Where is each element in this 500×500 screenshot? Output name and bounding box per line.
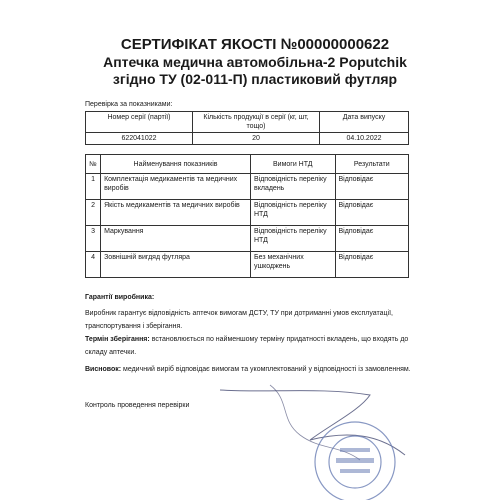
row-num: 1 (86, 174, 101, 200)
batch-header-row (86, 112, 409, 133)
official-stamp-icon (270, 400, 410, 500)
row-name: Зовнішній вигдяд футляра (101, 252, 251, 278)
row-result: Відповідає (335, 200, 408, 226)
row-num: 2 (86, 200, 101, 226)
header-name: Найменування показників (101, 155, 251, 174)
row-num: 3 (86, 226, 101, 252)
storage-block (85, 333, 417, 359)
table-row (86, 252, 409, 278)
header-result: Результати (335, 155, 408, 174)
header-num: № (86, 155, 101, 174)
indicators-header-row (86, 155, 409, 174)
indicators-table (85, 154, 409, 278)
batch-header-quantity: Кількість продукції в серії (кг, шт, тощо) (193, 112, 320, 133)
storage-label: Термін зберігання: (85, 336, 150, 343)
row-name: Комплектація медикаментів та медичних виробів (101, 174, 251, 200)
check-label: Перевірка за показниками: (85, 101, 173, 108)
conclusion-text: медичний виріб відповідає вимогам та укомплектований у відповідності із замовленням. (123, 366, 411, 373)
batch-header-date: Дата випуску (320, 112, 409, 133)
guarantee-text: Виробник гарантує відповідність аптечок вимогам ДСТУ, ТУ при дотриманні умов експлуатації, транспортування і зберігання. (85, 310, 393, 330)
header-requirement: Вимоги НТД (251, 155, 336, 174)
storage-text: встановлюється по найменшому терміну придатності вкладень, що входять до складу аптечки. (85, 336, 409, 356)
row-requirement: Без механічних ушкоджень (251, 252, 336, 278)
row-result: Відповідає (335, 174, 408, 200)
batch-value-row (86, 133, 409, 145)
product-spec: згідно ТУ (02-011-П) пластиковий футляр (112, 71, 398, 87)
product-name: Аптечка медична автомобільна-2 Poputchik (103, 54, 407, 70)
batch-date: 04.10.2022 (320, 133, 409, 145)
table-row (86, 200, 409, 226)
certificate-title: СЕРТИФІКАТ ЯКОСТІ №00000000622 (120, 36, 390, 53)
control-label: Контроль проведення перевірки (85, 402, 190, 409)
row-requirement: Відповідність переліку вкладень (251, 174, 336, 200)
table-row (86, 226, 409, 252)
row-result: Відповідає (335, 252, 408, 278)
conclusion-label: Висновок: (85, 366, 122, 373)
batch-quantity: 20 (193, 133, 320, 145)
guarantee-heading: Гарантії виробника: (85, 294, 155, 301)
row-name: Маркування (101, 226, 251, 252)
batch-number: 622041022 (86, 133, 193, 145)
row-name: Якість медикаментів та медичних виробів (101, 200, 251, 226)
row-result: Відповідає (335, 226, 408, 252)
row-requirement: Відповідність переліку НТД (251, 226, 336, 252)
batch-header-number: Номер серії (партії) (86, 112, 193, 133)
row-num: 4 (86, 252, 101, 278)
batch-table (85, 111, 409, 145)
table-row (86, 174, 409, 200)
row-requirement: Відповідність переліку НТД (251, 200, 336, 226)
